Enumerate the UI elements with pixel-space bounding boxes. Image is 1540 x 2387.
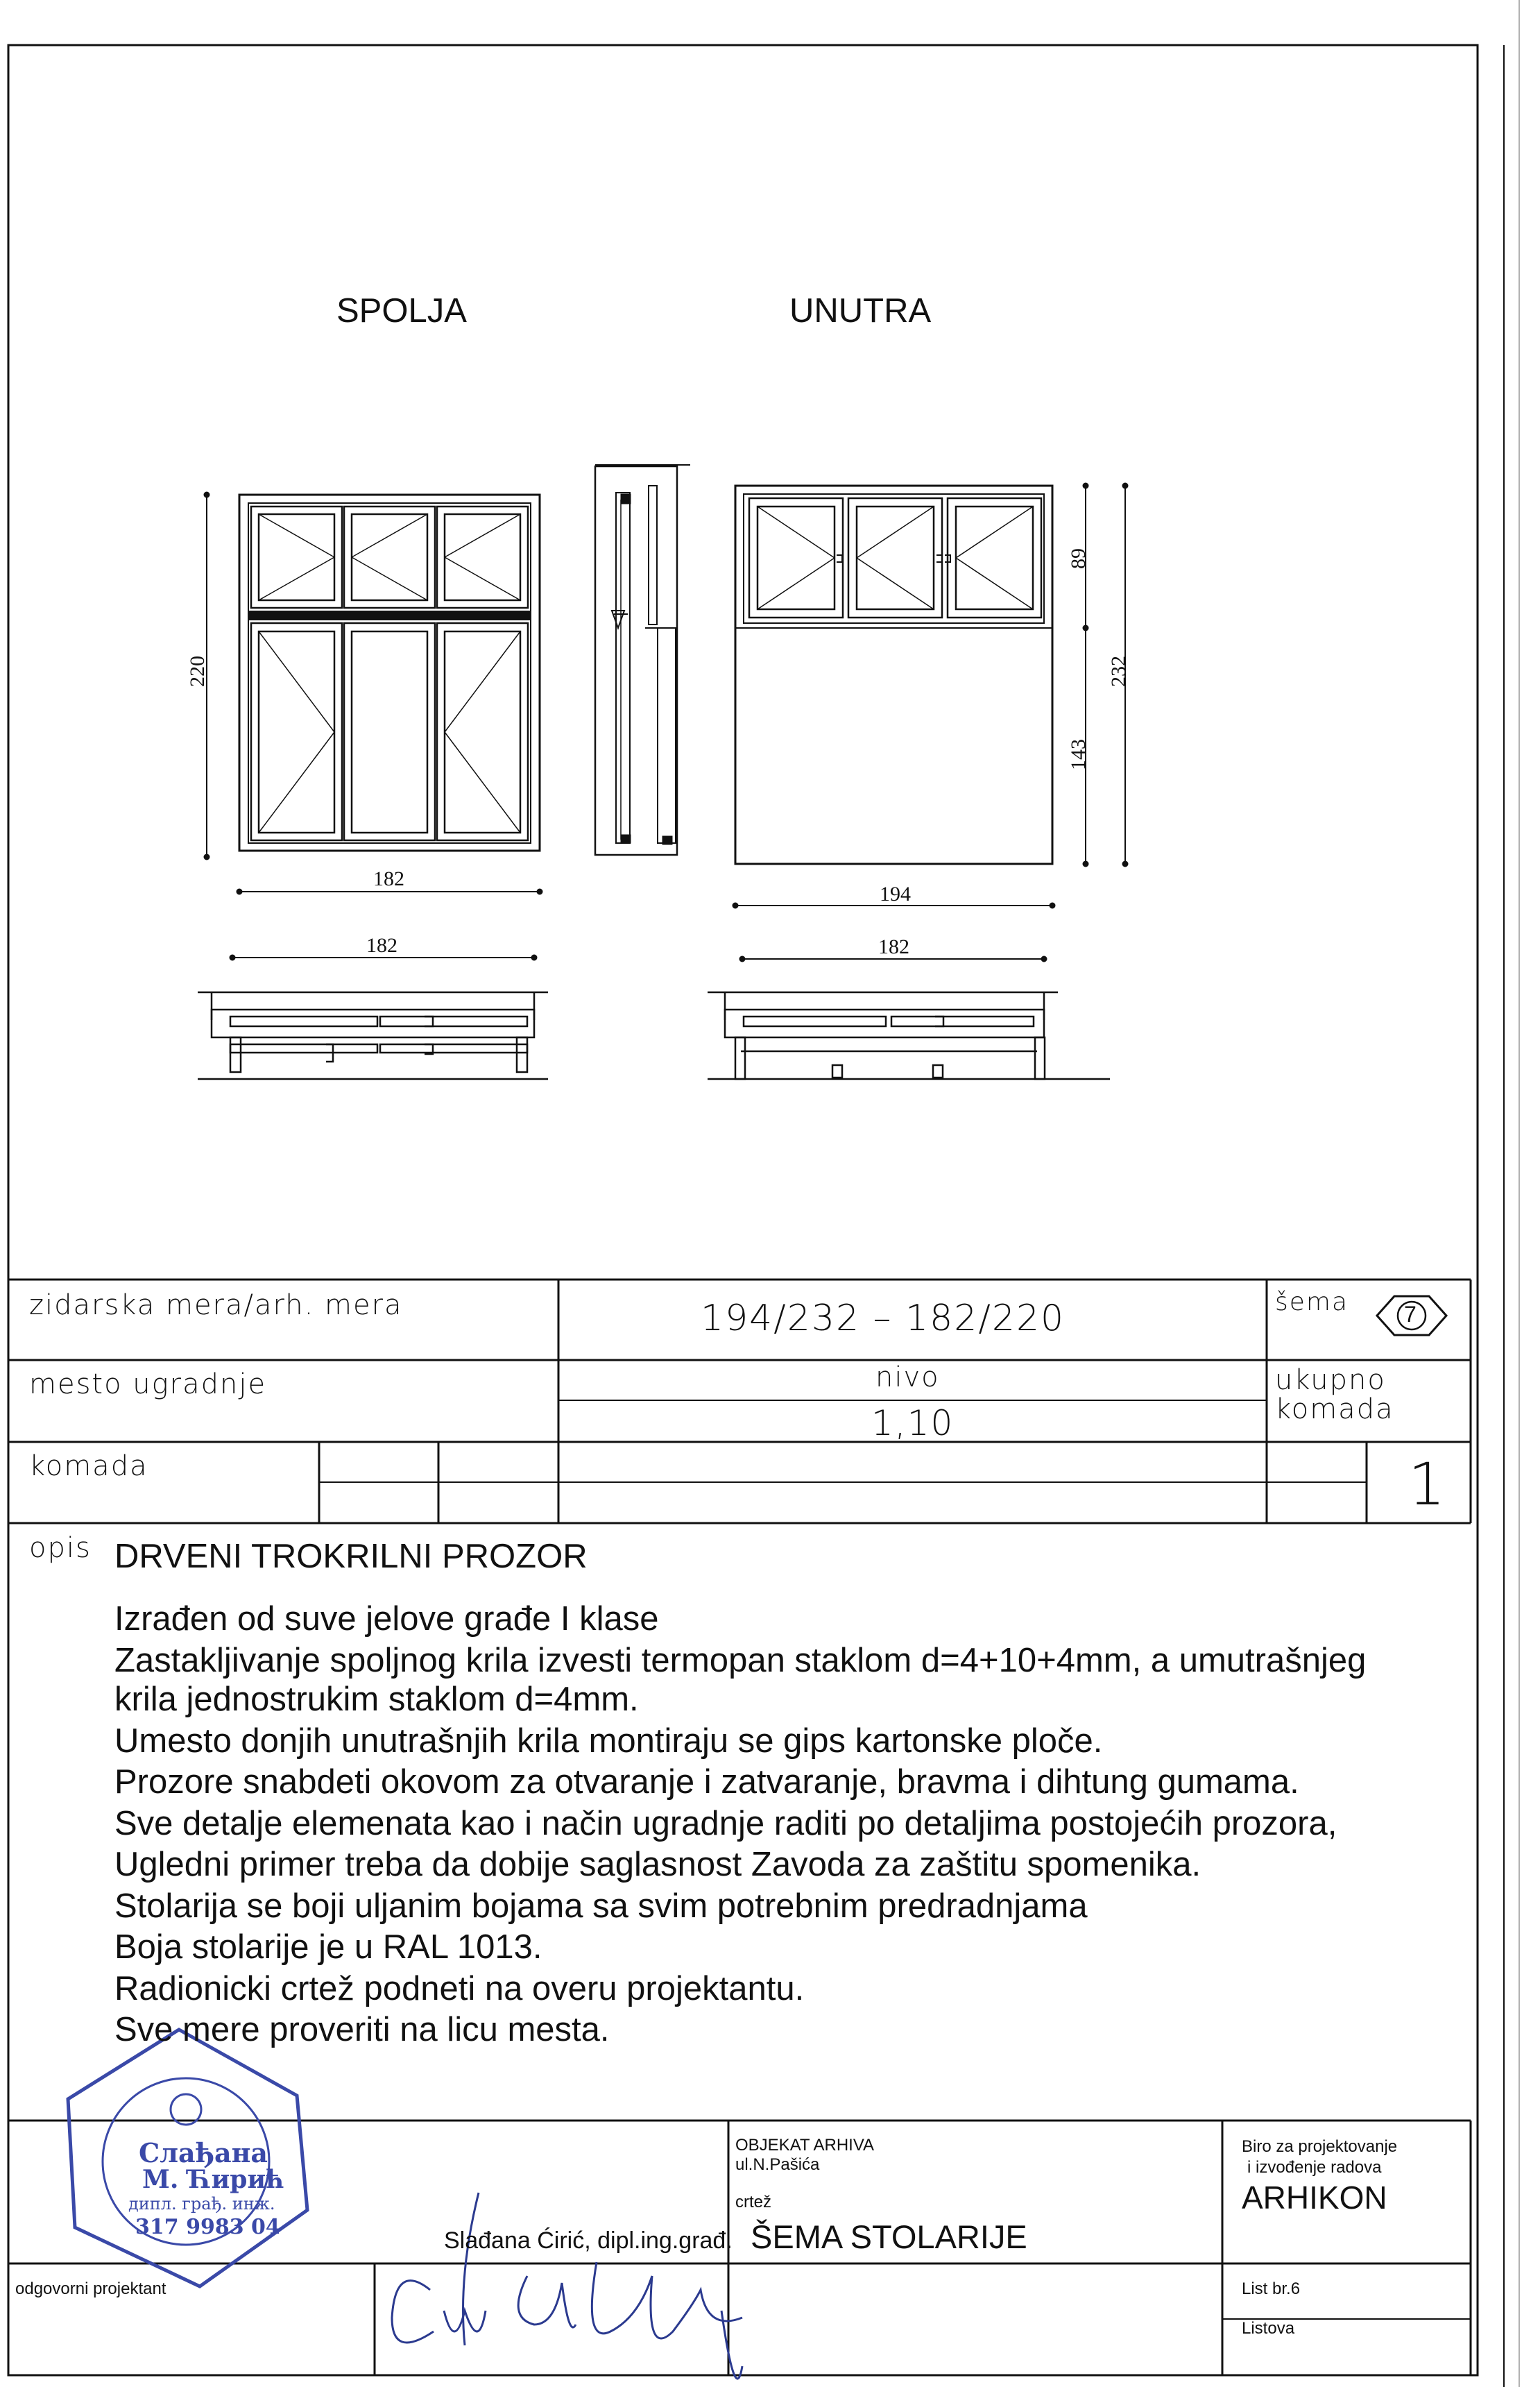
bureau-line-2: i izvođenje radova [1247,2158,1382,2177]
object-line-2: ul.N.Pašića [735,2155,820,2174]
description-title: DRVENI TROKRILNI PROZOR [114,1538,588,1575]
dim-outside-width-bottom: 182 [366,934,397,957]
bureau-line-1: Biro za projektovanje [1242,2137,1398,2156]
inside-elevation [735,486,1052,864]
sema-number: 7 [1404,1302,1417,1327]
stamp-name: Слађана [139,2137,268,2168]
value-nivo: 1,10 [871,1403,955,1443]
dim-inside-total: 232 [1107,656,1130,687]
dim-inside-width-top: 194 [880,883,911,906]
label-komada-ukupno: komada [1275,1393,1394,1425]
dim-inside-width-bottom: 182 [878,935,909,958]
description-line: Umesto donjih unutrašnjih krila montiraju se gips kartonske ploče. [114,1722,1103,1760]
label-ukupno: ukupno [1275,1364,1386,1396]
description-line: Sve mere proveriti na licu mesta. [114,2011,610,2048]
label-odgovorni-projektant: odgovorni projektant [15,2279,166,2298]
description-line: Ugledni primer treba da dobije saglasnost Zavoda za zaštitu spomenika. [114,1846,1201,1883]
inside-plan [708,992,1110,1079]
description-line: Stolarija se boji uljanim bojama sa svim potrebnim predradnjama [114,1887,1088,1925]
dim-outside-width-top: 182 [373,867,404,890]
view-title-inside: UNUTRA [789,292,932,330]
label-opis: opis [29,1532,92,1564]
signature-graphic [392,2193,742,2379]
stamp-surname: М. Ћирић [142,2165,284,2194]
sheets-total: Listova [1242,2319,1295,2338]
outside-plan [198,992,548,1079]
value-total-count: 1 [1408,1450,1447,1518]
drawing-title: ŠEMA STOLARIJE [751,2218,1027,2255]
description-line: Boja stolarije je u RAL 1013. [114,1928,542,1966]
label-komada: komada [29,1450,148,1482]
section-view [595,465,690,855]
sheet-number: List br.6 [1242,2279,1301,2298]
description-line: Sve detalje elemenata kao i način ugradnje raditi po detaljima postojećih prozora, [114,1805,1337,1842]
description-line: Prozore snabdeti okovom za otvaranje i zatvaranje, bravma i dihtung gumama. [114,1763,1299,1801]
bureau-name: ARHIKON [1242,2180,1387,2216]
stamp-license: 317 9983 04 [135,2215,280,2239]
dim-inside-upper: 89 [1067,548,1090,569]
label-crtez: crtež [735,2193,772,2211]
designer-name: Slađana Ćirić, dipl.ing.građ. [444,2227,733,2254]
label-sema: šema [1275,1288,1349,1316]
label-mesto-ugradnje: mesto ugradnje [29,1368,267,1400]
description-line: Radionicki crtež podneti na overu projektantu. [114,1970,805,2007]
description-line: krila jednostrukim staklom d=4mm. [114,1681,639,1718]
dim-inside-lower: 143 [1067,739,1090,770]
label-zidarska-mera: zidarska mera/arh. mera [29,1289,403,1321]
outside-elevation [239,495,540,851]
label-nivo: nivo [875,1361,940,1393]
stamp-title: дипл. грађ. инж. [128,2194,275,2214]
view-title-outside: SPOLJA [336,292,467,330]
dim-outside-height: 220 [186,656,209,687]
description-line: Izrađen od suve jelove građe I klase [114,1600,659,1638]
value-dimensions: 194/232 – 182/220 [701,1298,1066,1339]
description-line: Zastakljivanje spoljnog krila izvesti termopan staklom d=4+10+4mm, a umutrašnjeg [114,1642,1367,1679]
object-line-1: OBJEKAT ARHIVA [735,2136,875,2155]
